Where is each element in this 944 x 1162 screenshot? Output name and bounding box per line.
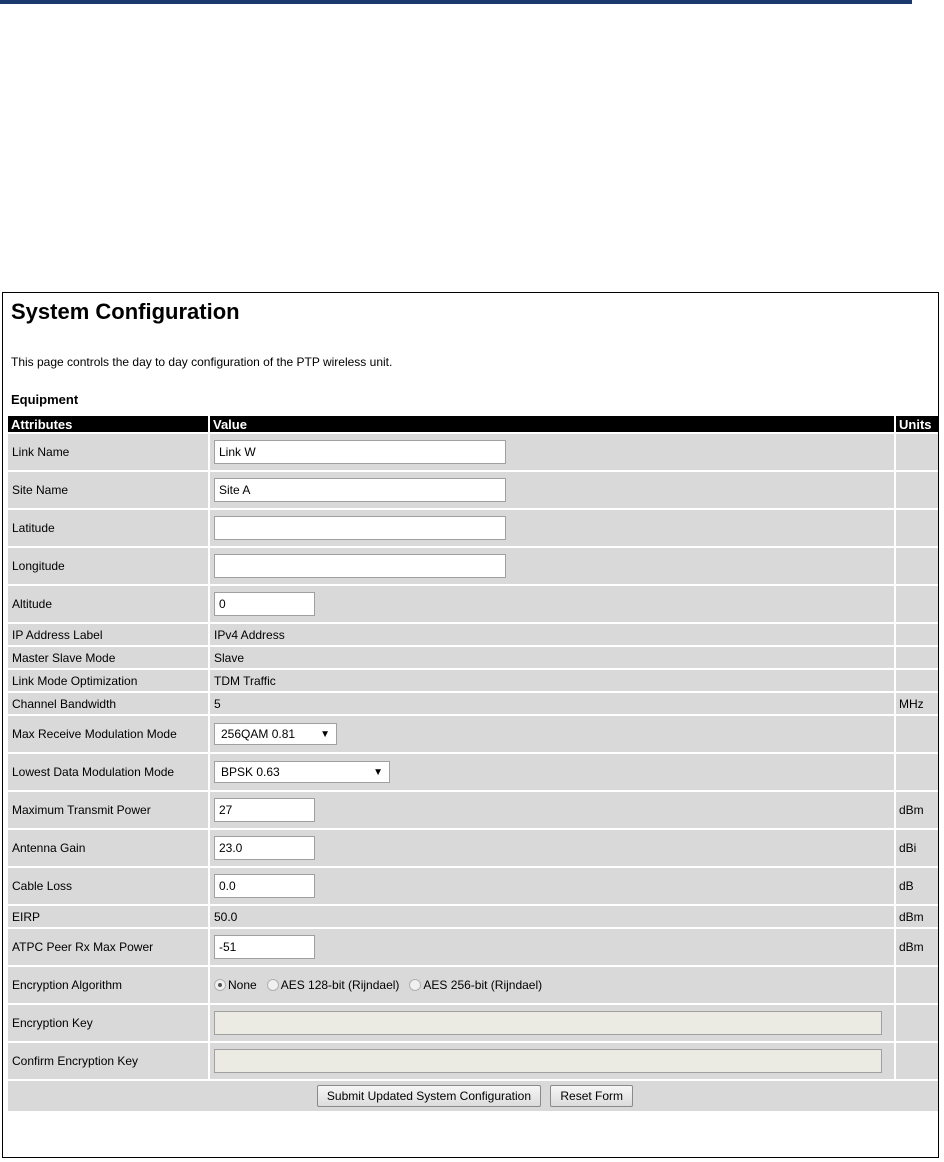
row-link-mode-optimization xyxy=(8,670,938,691)
label-lowest-data-modulation-mode: Lowest Data Modulation Mode xyxy=(8,754,208,790)
longitude-input[interactable] xyxy=(214,554,506,578)
row-maximum-transmit-power xyxy=(8,792,938,828)
label-confirm-encryption-key: Confirm Encryption Key xyxy=(8,1043,208,1079)
radio-label-aes-128: AES 128-bit (Rijndael) xyxy=(280,978,400,992)
row-master-slave-mode xyxy=(8,647,938,668)
header-attributes: Attributes xyxy=(8,416,208,432)
radio-label-none: None xyxy=(228,978,257,992)
site-name-input[interactable] xyxy=(214,478,506,502)
radio-unselected-icon xyxy=(267,979,279,991)
label-channel-bandwidth: Channel Bandwidth xyxy=(8,693,208,714)
label-encryption-key: Encryption Key xyxy=(8,1005,208,1041)
unit-maximum-transmit-power: dBm xyxy=(894,792,938,828)
label-encryption-algorithm: Encryption Algorithm xyxy=(8,967,208,1003)
row-ip-address-label xyxy=(8,624,938,645)
label-maximum-transmit-power: Maximum Transmit Power xyxy=(8,792,208,828)
unit-atpc-peer-rx-max-power: dBm xyxy=(894,929,938,965)
row-latitude xyxy=(8,510,938,546)
submit-button[interactable]: Submit Updated System Configuration xyxy=(317,1085,541,1107)
altitude-input[interactable] xyxy=(214,592,315,616)
system-configuration-panel xyxy=(2,292,939,1158)
chevron-down-icon: ▼ xyxy=(373,766,383,778)
label-eirp: EIRP xyxy=(8,906,208,927)
encryption-key-input[interactable] xyxy=(214,1011,882,1035)
row-site-name xyxy=(8,472,938,508)
row-lowest-data-modulation-mode xyxy=(8,754,938,790)
header-value: Value xyxy=(208,416,894,432)
row-encryption-algorithm xyxy=(8,967,938,1003)
table-header xyxy=(8,416,938,432)
value-master-slave-mode: Slave xyxy=(208,647,894,668)
page-title: System Configuration xyxy=(11,299,240,324)
label-atpc-peer-rx-max-power: ATPC Peer Rx Max Power xyxy=(8,929,208,965)
top-rule xyxy=(0,0,912,4)
section-title: Equipment xyxy=(11,392,79,407)
row-longitude xyxy=(8,548,938,584)
row-max-receive-modulation-mode xyxy=(8,716,938,752)
label-link-mode-optimization: Link Mode Optimization xyxy=(8,670,208,691)
row-altitude xyxy=(8,586,938,622)
label-longitude: Longitude xyxy=(8,548,208,584)
label-cable-loss: Cable Loss xyxy=(8,868,208,904)
cable-loss-input[interactable] xyxy=(214,874,315,898)
value-eirp: 50.0 xyxy=(208,906,894,927)
row-antenna-gain xyxy=(8,830,938,866)
label-antenna-gain: Antenna Gain xyxy=(8,830,208,866)
value-ip-address-label: IPv4 Address xyxy=(208,624,894,645)
row-channel-bandwidth xyxy=(8,693,938,714)
max-receive-modulation-select[interactable] xyxy=(214,723,337,745)
encryption-algorithm-radio-group xyxy=(214,978,894,992)
row-atpc-peer-rx-max-power xyxy=(8,929,938,965)
reset-button[interactable]: Reset Form xyxy=(550,1085,633,1107)
row-eirp xyxy=(8,906,938,927)
confirm-encryption-key-input[interactable] xyxy=(214,1049,882,1073)
chevron-down-icon: ▼ xyxy=(320,728,330,740)
label-link-name: Link Name xyxy=(8,434,208,470)
row-cable-loss xyxy=(8,868,938,904)
value-link-mode-optimization: TDM Traffic xyxy=(208,670,894,691)
link-name-input[interactable] xyxy=(214,440,506,464)
unit-cable-loss: dB xyxy=(894,868,938,904)
row-confirm-encryption-key xyxy=(8,1043,938,1079)
lowest-data-modulation-value: BPSK 0.63 xyxy=(221,765,280,779)
value-channel-bandwidth: 5 xyxy=(208,693,894,714)
unit-channel-bandwidth: MHz xyxy=(894,693,938,714)
unit-antenna-gain: dBi xyxy=(894,830,938,866)
label-site-name: Site Name xyxy=(8,472,208,508)
equipment-table xyxy=(8,414,938,1113)
radio-option-aes-128[interactable] xyxy=(267,978,400,992)
label-altitude: Altitude xyxy=(8,586,208,622)
radio-selected-icon xyxy=(214,979,226,991)
lowest-data-modulation-select[interactable] xyxy=(214,761,390,783)
header-units: Units xyxy=(894,416,938,432)
button-row xyxy=(8,1081,938,1111)
label-ip-address-label: IP Address Label xyxy=(8,624,208,645)
antenna-gain-input[interactable] xyxy=(214,836,315,860)
row-encryption-key xyxy=(8,1005,938,1041)
radio-unselected-icon xyxy=(409,979,421,991)
radio-option-aes-256[interactable] xyxy=(409,978,542,992)
page-description: This page controls the day to day configuration of the PTP wireless unit. xyxy=(11,355,393,369)
atpc-peer-rx-max-power-input[interactable] xyxy=(214,935,315,959)
unit-eirp: dBm xyxy=(894,906,938,927)
latitude-input[interactable] xyxy=(214,516,506,540)
label-latitude: Latitude xyxy=(8,510,208,546)
max-receive-modulation-value: 256QAM 0.81 xyxy=(221,727,296,741)
row-link-name xyxy=(8,434,938,470)
radio-label-aes-256: AES 256-bit (Rijndael) xyxy=(423,978,543,992)
label-master-slave-mode: Master Slave Mode xyxy=(8,647,208,668)
maximum-transmit-power-input[interactable] xyxy=(214,798,315,822)
radio-option-none[interactable] xyxy=(214,978,257,992)
label-max-receive-modulation-mode: Max Receive Modulation Mode xyxy=(8,716,208,752)
